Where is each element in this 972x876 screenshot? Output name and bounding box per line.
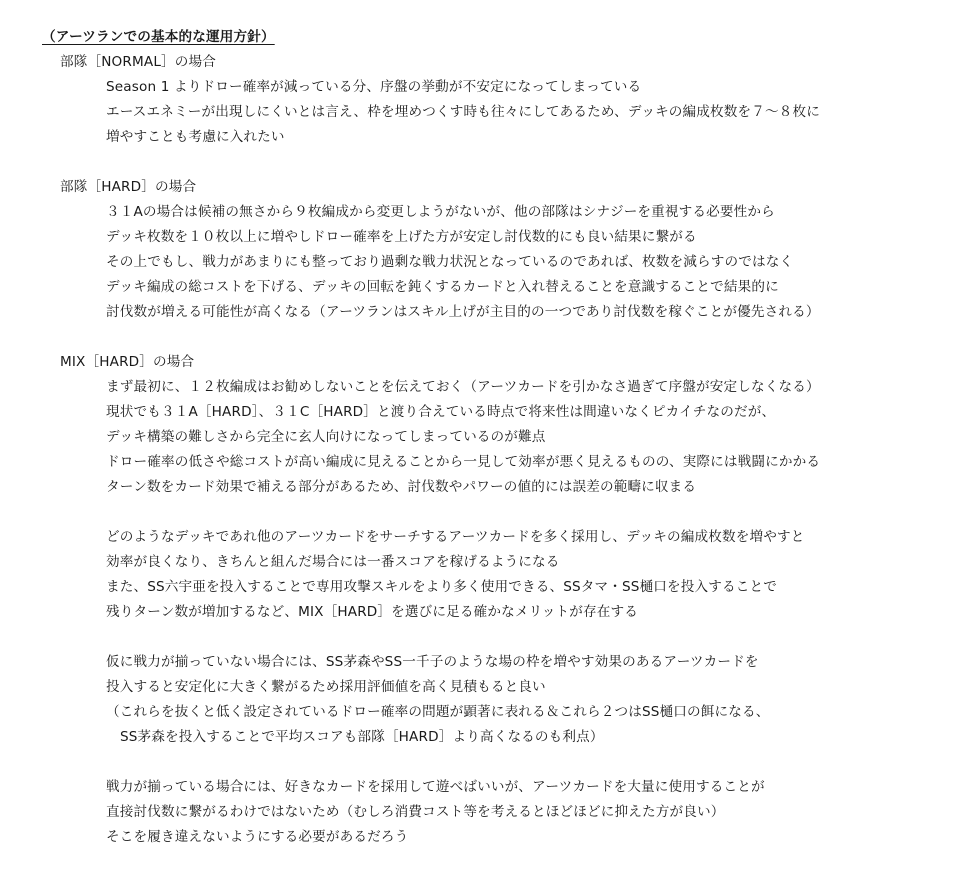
- hard-line-3: その上でもし、戦力があまりにも整っており過剰な戦力状況となっているのであれば、枚数を減らすのではなく: [106, 254, 794, 270]
- normal-line-2: エースエネミーが出現しにくいとは言え、枠を埋めつくす時も往々にしてあるため、デッキの編成枚数を７〜８枚に: [106, 104, 820, 120]
- normal-line-1: Season 1 よりドロー確率が減っている分、序盤の挙動が不安定になってしまっている: [106, 79, 642, 95]
- mix-p4-line-1: 戦力が揃っている場合には、好きなカードを採用して遊べばいいが、アーツカードを大量に使用することが: [106, 779, 765, 795]
- mix-p2-line-3: また、SS六宇亜を投入することで専用攻撃スキルをより多く使用できる、SSタマ・SS樋口を投入することで: [106, 579, 778, 595]
- hard-line-1: ３１Aの場合は候補の無さから９枚編成から変更しようがないが、他の部隊はシナジーを重視する必要性から: [106, 204, 775, 220]
- mix-p3-line-4: SS茅森を投入することで平均スコアも部隊［HARD］より高くなるのも利点）: [120, 729, 604, 745]
- mix-p3-line-3: （これらを抜くと低く設定されているドロー確率の問題が顕著に表れる＆これら２つはSS樋口の餌になる、: [106, 704, 770, 720]
- mix-p2-line-4: 残りターン数が増加するなど、MIX［HARD］を選びに足る確かなメリットが存在する: [106, 604, 639, 620]
- normal-line-3: 増やすことも考慮に入れたい: [106, 129, 285, 145]
- section-heading-hard: 部隊［HARD］の場合: [60, 179, 197, 195]
- mix-p1-line-1: まず最初に、１２枚編成はお勧めしないことを伝えておく（アーツカードを引かなさ過ぎて序盤が安定しなくなる）: [106, 379, 820, 395]
- mix-p4-line-2: 直接討伐数に繋がるわけではないため（むしろ消費コスト等を考えるとほどほどに抑えた方が良い）: [106, 804, 725, 820]
- hard-line-5: 討伐数が増える可能性が高くなる（アーツランはスキル上げが主目的の一つであり討伐数を稼ぐことが優先される）: [106, 304, 820, 320]
- mix-p2-line-1: どのようなデッキであれ他のアーツカードをサーチするアーツカードを多く採用し、デッキの編成枚数を増やすと: [106, 529, 805, 545]
- mix-p3-line-2: 投入すると安定化に大きく繋がるため採用評価値を高く見積もると良い: [106, 679, 546, 695]
- hard-line-4: デッキ編成の総コストを下げる、デッキの回転を鈍くするカードと入れ替えることを意識することで結果的に: [106, 279, 779, 295]
- mix-p4-line-3: そこを履き違えないようにする必要があるだろう: [106, 829, 409, 845]
- mix-p2-line-2: 効率が良くなり、きちんと組んだ場合には一番スコアを稼げるようになる: [106, 554, 560, 570]
- section-heading-normal: 部隊［NORMAL］の場合: [60, 54, 217, 70]
- mix-p1-line-2: 現状でも３１A［HARD］、３１C［HARD］と渡り合えている時点で将来性は間違いなくピカイチなのだが、: [106, 404, 776, 420]
- mix-p1-line-5: ターン数をカード効果で補える部分があるため、討伐数やパワーの値的には誤差の範疇に収まる: [106, 479, 697, 495]
- document-title: （アーツランでの基本的な運用方針）: [42, 29, 275, 45]
- mix-p1-line-3: デッキ構築の難しさから完全に玄人向けになってしまっているのが難点: [106, 429, 546, 445]
- hard-line-2: デッキ枚数を１０枚以上に増やしドロー確率を上げた方が安定し討伐数的にも良い結果に繋がる: [106, 229, 697, 245]
- mix-p3-line-1: 仮に戦力が揃っていない場合には、SS茅森やSS一千子のような場の枠を増やす効果のあるアーツカードを: [106, 654, 759, 670]
- section-heading-mix: MIX［HARD］の場合: [60, 354, 195, 370]
- mix-p1-line-4: ドロー確率の低さや総コストが高い編成に見えることから一見して効率が悪く見えるものの、実際には戦闘にかかる: [106, 454, 821, 470]
